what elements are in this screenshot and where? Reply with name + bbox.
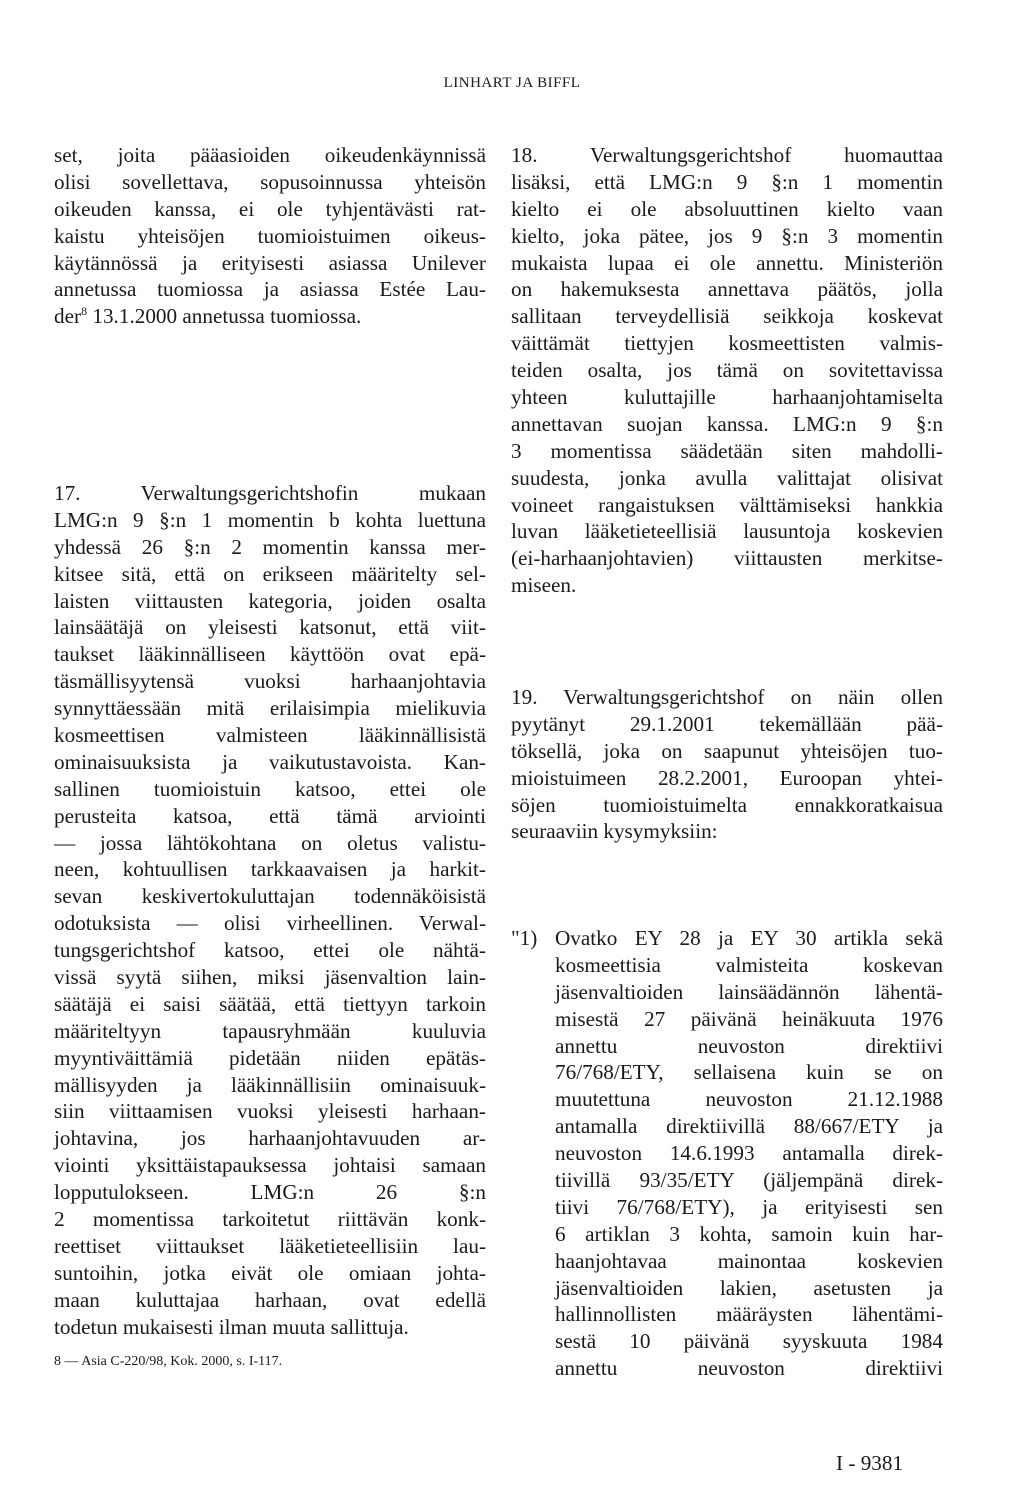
paragraph-line: jäsenvaltioiden lainsäädännön lähentä- bbox=[555, 979, 943, 1004]
paragraph-line: tiivillä 93/35/ETY (jäljempänä direk- bbox=[555, 1168, 943, 1193]
paragraph-line: söjen tuomioistuimelta ennakkoratkaisua bbox=[511, 792, 943, 817]
paragraph-19 bbox=[511, 684, 943, 845]
paragraph-line: kielto ei ole absoluuttinen kielto vaan bbox=[511, 196, 943, 221]
paragraph-line: olisi sovellettava, sopusoinnussa yhteisön bbox=[54, 169, 486, 194]
paragraph-line: viointi yksittäistapauksessa johtaisi samaan bbox=[54, 1153, 486, 1178]
question-body bbox=[555, 925, 943, 1382]
paragraph-line: kosmeettisen valmisteen lääkinnällisistä bbox=[54, 723, 486, 748]
paragraph-line: mioistuimeen 28.2.2001, Euroopan yhtei- bbox=[511, 765, 943, 790]
paragraph-line: mukaista lupaa ei ole annettu. Ministeriön bbox=[511, 250, 943, 275]
paragraph-line: seuraaviin kysymyksiin: bbox=[511, 819, 718, 844]
page-number: I - 9381 bbox=[836, 1451, 904, 1475]
paragraph-line: reettiset viittaukset lääketieteellisiin lau- bbox=[54, 1233, 486, 1258]
paragraph-line: annettu neuvoston direktiivi bbox=[555, 1356, 943, 1381]
paragraph-line: säätäjä ei saisi säätää, että tiettyyn tarkoin bbox=[54, 991, 486, 1016]
paragraph-line: 6 artiklan 3 kohta, samoin kuin har- bbox=[555, 1221, 943, 1246]
paragraph-line: suudesta, jonka avulla valittajat olisivat bbox=[511, 465, 943, 490]
paragraph-line: kosmeettisia valmisteita koskevan bbox=[555, 952, 943, 977]
paragraph-line: laisten viittausten kategoria, joiden osalta bbox=[54, 588, 486, 613]
paragraph-line: haanjohtavaa mainontaa koskevien bbox=[555, 1248, 943, 1273]
paragraph-line: annetussa tuomiossa ja asiassa Estée Lau- bbox=[54, 277, 486, 302]
paragraph-line: täsmällisyytensä vuoksi harhaanjohtavia bbox=[54, 669, 486, 694]
paragraph-line: kitsee sitä, että on erikseen määritelty sel- bbox=[54, 561, 486, 586]
paragraph-line: oikeuden kanssa, ei ole tyhjentävästi rat- bbox=[54, 196, 486, 221]
paragraph-line: käytännössä ja erityisesti asiassa Unilever bbox=[54, 250, 486, 275]
paragraph-line: — jossa lähtökohtana on oletus valistu- bbox=[54, 830, 486, 855]
paragraph-line: tiivi 76/768/ETY), ja erityisesti sen bbox=[555, 1194, 943, 1219]
paragraph-line: hallinnollisten määräysten lähentämi- bbox=[555, 1302, 943, 1327]
paragraph-line: todetun mukaisesti ilman muuta sallittuja. bbox=[54, 1314, 409, 1339]
paragraph-line: miseen. bbox=[511, 573, 577, 598]
text-fragment: der bbox=[54, 304, 82, 329]
paragraph-line: misestä 27 päivänä heinäkuuta 1976 bbox=[555, 1006, 943, 1031]
paragraph-line: suntoihin, jotka eivät ole omiaan johta- bbox=[54, 1260, 486, 1285]
paragraph-line: johtavina, jos harhaanjohtavuuden ar- bbox=[54, 1126, 486, 1151]
paragraph-line: maan kuluttajaa harhaan, ovat edellä bbox=[54, 1287, 486, 1312]
paragraph-intro bbox=[54, 142, 486, 330]
footnote: 8 — Asia C-220/98, Kok. 2000, s. I-117. bbox=[54, 1354, 283, 1369]
paragraph-line: (ei-harhaanjohtavien) viittausten merkitse- bbox=[511, 546, 943, 571]
paragraph-line: tungsgerichtshof katsoo, ettei ole nähtä- bbox=[54, 938, 486, 963]
paragraph-line: yhdessä 26 §:n 2 momentin kanssa mer- bbox=[54, 534, 486, 559]
paragraph-line: lainsäätäjä on yleisesti katsonut, että viit- bbox=[54, 615, 486, 640]
paragraph-line: myyntiväittämiä pidetään niiden epätäs- bbox=[54, 1045, 486, 1070]
question-number: "1) bbox=[511, 926, 538, 950]
paragraph-line: on hakemuksesta annettava päätös, jolla bbox=[511, 277, 943, 302]
paragraph-line: synnyttäessään mitä erilaisimpia mielikuvia bbox=[54, 696, 486, 721]
paragraph-line: Ovatko EY 28 ja EY 30 artikla sekä bbox=[555, 926, 943, 950]
paragraph-line: pyytänyt 29.1.2001 tekemällään pää- bbox=[511, 711, 943, 736]
paragraph-line: sestä 10 päivänä syyskuuta 1984 bbox=[555, 1329, 943, 1354]
paragraph-17 bbox=[54, 480, 486, 1341]
paragraph-line: töksellä, joka on saapunut yhteisöjen tuo- bbox=[511, 738, 943, 763]
paragraph-line: väittämät tiettyjen kosmeettisten valmis- bbox=[511, 331, 943, 356]
paragraph-line: yhteen kuluttajille harhaanjohtamiselta bbox=[511, 385, 943, 410]
paragraph-line: sevan keskivertokuluttajan todennäköisistä bbox=[54, 884, 486, 909]
paragraph-line: kaistu yhteisöjen tuomioistuimen oikeus- bbox=[54, 223, 486, 248]
paragraph-line: voineet rangaistuksen välttämiseksi hankkia bbox=[511, 492, 943, 517]
paragraph-line: ominaisuuksista ja vaikutustavoista. Kan- bbox=[54, 749, 486, 774]
paragraph-line: vissä syytä siihen, miksi jäsenvaltion lain- bbox=[54, 965, 486, 990]
paragraph-line: mällisyyden ja lääkinnällisiin ominaisuuk- bbox=[54, 1072, 486, 1097]
paragraph-line: teiden osalta, jos tämä on sovitettavissa bbox=[511, 358, 943, 383]
text-fragment: 13.1.2000 annetussa tuomiossa. bbox=[87, 304, 362, 329]
paragraph-line: taukset lääkinnälliseen käyttöön ovat epä- bbox=[54, 642, 486, 667]
paragraph-line: perusteita katsoa, että tämä arviointi bbox=[54, 803, 486, 828]
paragraph-18 bbox=[511, 142, 943, 599]
paragraph-line: luvan lääketieteellisiä lausuntoja koskevien bbox=[511, 519, 943, 544]
paragraph-line: lopputulokseen. LMG:n 26 §:n bbox=[54, 1180, 486, 1205]
paragraph-line: annettu neuvoston direktiivi bbox=[555, 1033, 943, 1058]
paragraph-line: sallitaan terveydellisiä seikkoja koskevat bbox=[511, 304, 943, 329]
paragraph-line: määriteltyyn tapausryhmään kuuluvia bbox=[54, 1018, 486, 1043]
paragraph-line: 17. Verwaltungsgerichtshofin mukaan bbox=[54, 481, 486, 505]
paragraph-line: neuvoston 14.6.1993 antamalla direk- bbox=[555, 1141, 943, 1166]
paragraph-line: jäsenvaltioiden lakien, asetusten ja bbox=[555, 1275, 943, 1300]
paragraph-line: LMG:n 9 §:n 1 momentin b kohta luettuna bbox=[54, 507, 486, 532]
paragraph-line: sallinen tuomioistuin katsoo, ettei ole bbox=[54, 776, 486, 801]
paragraph-line: antamalla direktiivillä 88/667/ETY ja bbox=[555, 1114, 943, 1139]
paragraph-line: 18. Verwaltungsgerichtshof huomauttaa bbox=[511, 143, 943, 167]
paragraph-line bbox=[54, 303, 486, 330]
paragraph-line: set, joita pääasioiden oikeudenkäynnissä bbox=[54, 143, 486, 167]
paragraph-line: siin viittaamisen vuoksi yleisesti harhaan- bbox=[54, 1099, 486, 1124]
paragraph-line: 2 momentissa tarkoitetut riittävän konk- bbox=[54, 1207, 486, 1232]
footnote-ref: 8 bbox=[81, 304, 88, 319]
paragraph-line: odotuksista — olisi virheellinen. Verwal- bbox=[54, 911, 486, 936]
paragraph-line: muutettuna neuvoston 21.12.1988 bbox=[555, 1087, 943, 1112]
paragraph-line: kielto, joka pätee, jos 9 §:n 3 momentin bbox=[511, 223, 943, 248]
running-header: LINHART JA BIFFL bbox=[443, 75, 581, 91]
paragraph-line: 19. Verwaltungsgerichtshof on näin ollen bbox=[511, 685, 943, 709]
paragraph-line: lisäksi, että LMG:n 9 §:n 1 momentin bbox=[511, 169, 943, 194]
paragraph-line: neen, kohtuullisen tarkkaavaisen ja harkit- bbox=[54, 857, 486, 882]
paragraph-line: 3 momentissa säädetään siten mahdolli- bbox=[511, 438, 943, 463]
paragraph-line: 76/768/ETY, sellaisena kuin se on bbox=[555, 1060, 943, 1085]
paragraph-line: annettavan suojan kanssa. LMG:n 9 §:n bbox=[511, 411, 943, 436]
